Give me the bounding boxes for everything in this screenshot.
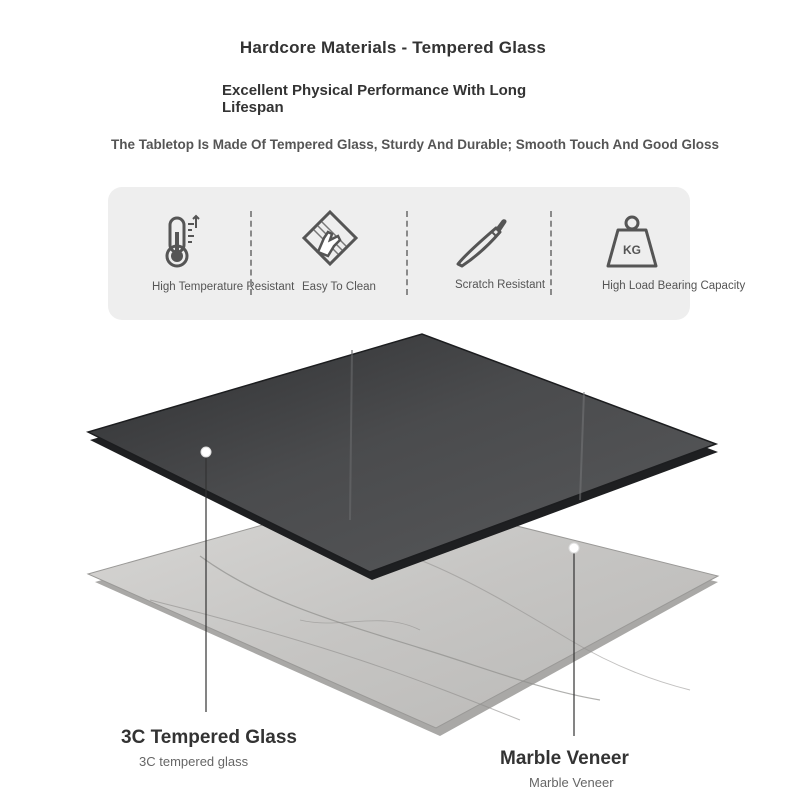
feature-label-scratch-resistant: Scratch Resistant (455, 279, 546, 291)
marble-callout-dot (569, 543, 579, 553)
page-title: Hardcore Materials - Tempered Glass (239, 38, 547, 57)
tabletop-layers-illustration (0, 320, 800, 800)
feature-divider (250, 211, 252, 295)
tempered-glass-layer (88, 334, 718, 580)
glass-callout-dot (201, 447, 211, 457)
thermometer-icon (150, 212, 210, 272)
page-subtitle: Excellent Physical Performance With Long Lifespan (222, 82, 527, 116)
feature-divider (550, 211, 552, 295)
feature-label-easy-to-clean: Easy To Clean (302, 281, 376, 293)
knife-icon (452, 210, 512, 270)
marble-callout-title: Marble Veneer (500, 748, 629, 769)
glass-callout-subtitle: 3C tempered glass (139, 754, 249, 769)
feature-label-high-load: High Load Bearing Capacity (602, 280, 746, 292)
cleaning-cloth-icon (300, 208, 360, 268)
page-description: The Tabletop Is Made Of Tempered Glass, Sturdy And Durable; Smooth Touch And Good Gloss (110, 137, 720, 152)
weight-badge-text: KG (623, 243, 641, 257)
weight-kg-icon (602, 212, 662, 272)
glass-callout-title: 3C Tempered Glass (121, 727, 298, 748)
marble-callout-subtitle: Marble Veneer (529, 775, 614, 790)
feature-label-high-temperature: High Temperature Resistant (152, 281, 295, 293)
feature-divider (406, 211, 408, 295)
